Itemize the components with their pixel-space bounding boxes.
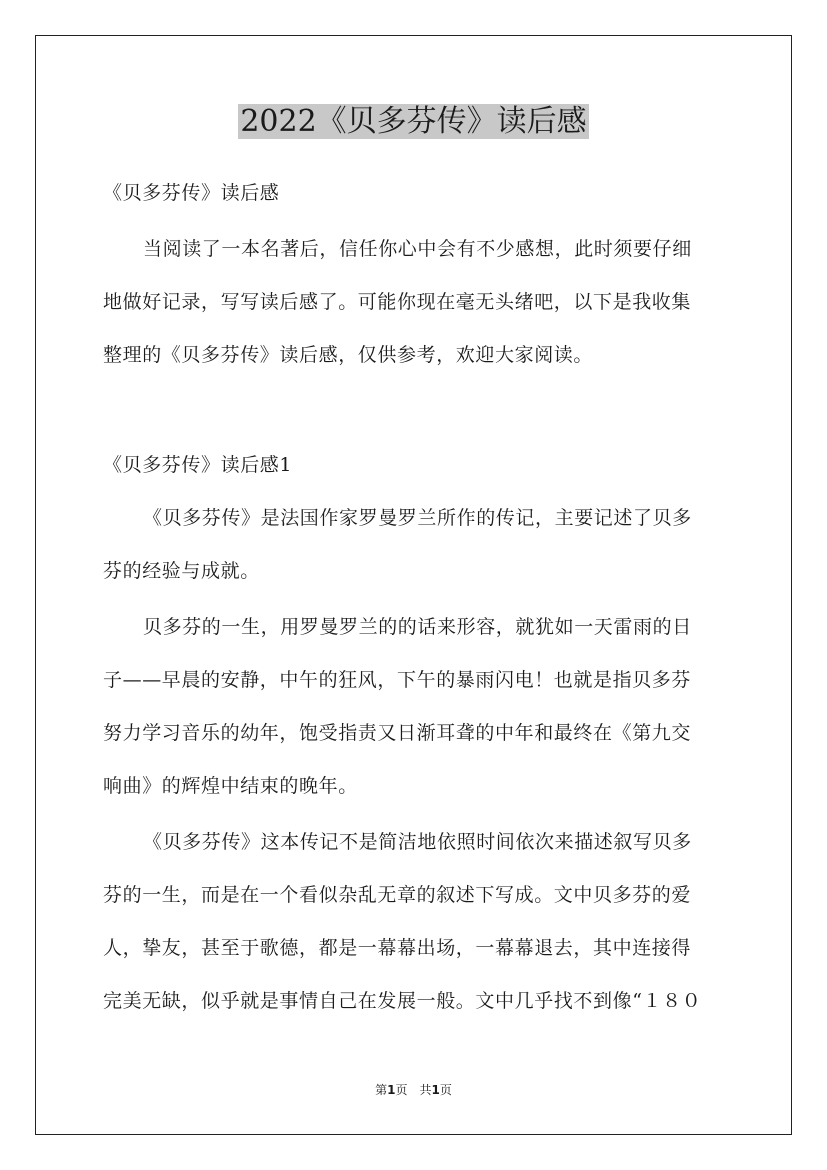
intro-line-1: 当阅读了一本名著后，信任你心中会有不少感想，此时须要仔细 (143, 238, 692, 260)
footer-suffix: 页 (439, 1083, 452, 1097)
para3-line-3: 人，挚友，甚至于歌德，都是一幕幕出场，一幕幕退去，其中连接得 (103, 937, 692, 959)
para2-line-4: 响曲》的辉煌中结束的晚年。 (103, 775, 358, 797)
footer-page-total: 1 (431, 1083, 440, 1097)
para2-line-1: 贝多芬的一生，用罗曼罗兰的的话来形容，就犹如一天雷雨的日 (143, 616, 692, 638)
footer-page-number: 1 (387, 1083, 396, 1097)
intro-line-2: 地做好记录，写写读后感了。可能你现在毫无头绪吧，以下是我收集 (103, 291, 692, 313)
document-title-text: 2022《贝多芬传》读后感 (240, 104, 587, 139)
para2-line-3: 努力学习音乐的幼年，饱受指责又日渐耳聋的中年和最终在《第九交 (103, 722, 692, 744)
para1-line-1: 《贝多芬传》是法国作家罗曼罗兰所作的传记，主要记述了贝多 (143, 507, 692, 529)
document-title (0, 100, 827, 144)
para3-line-1: 《贝多芬传》这本传记不是简洁地依照时间依次来描述叙写贝多 (143, 831, 692, 853)
section-heading: 《贝多芬传》读后感1 (103, 454, 293, 476)
para3-line-2: 芬的一生，而是在一个看似杂乱无章的叙述下写成。文中贝多芬的爱 (103, 884, 692, 906)
para3-line-4: 完美无缺，似乎就是事情自己在发展一般。文中几乎找不到像“１８０ (103, 990, 702, 1012)
footer-prefix: 第 (375, 1083, 388, 1097)
para2-line-2: 子——早晨的安静，中午的狂风，下午的暴雨闪电！也就是指贝多芬 (103, 669, 692, 691)
subheading: 《贝多芬传》读后感 (103, 182, 280, 204)
footer-mid: 页 共 (395, 1083, 432, 1097)
intro-line-3: 整理的《贝多芬传》读后感，仅供参考，欢迎大家阅读。 (103, 344, 594, 366)
page-footer (0, 1082, 827, 1098)
para1-line-2: 芬的经验与成就。 (103, 560, 260, 582)
